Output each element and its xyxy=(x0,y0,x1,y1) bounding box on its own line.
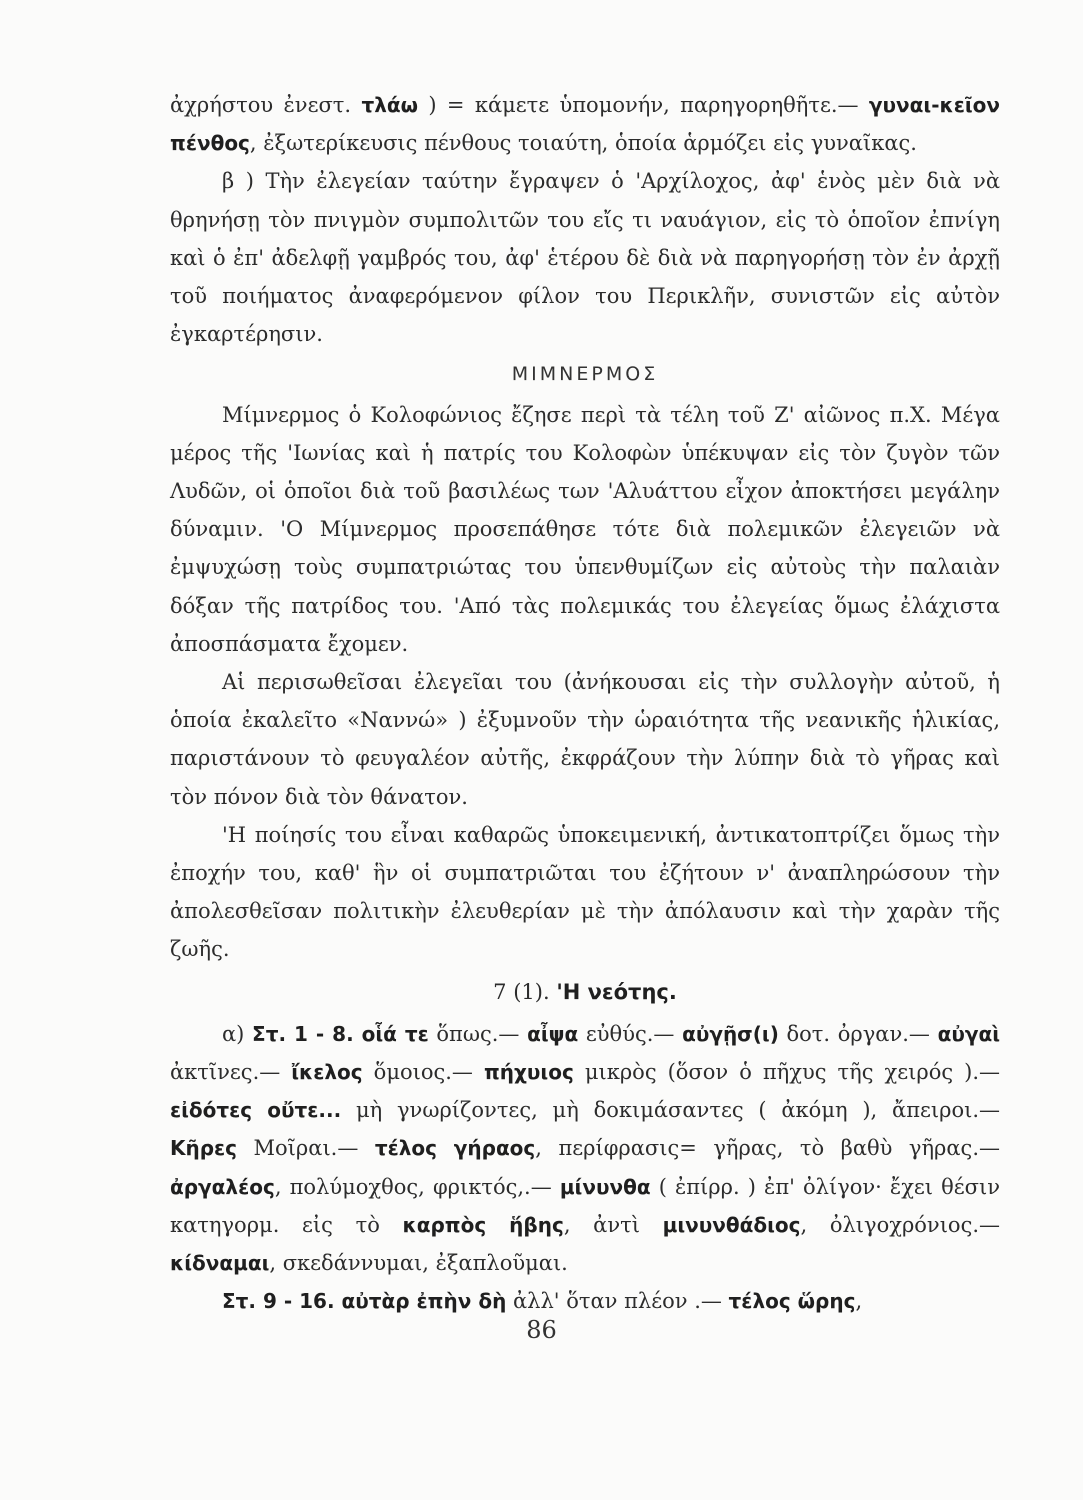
page-number: 86 xyxy=(526,1316,557,1344)
paragraph-verse-notes-1-8 xyxy=(170,1015,1000,1282)
text-run: , πολύμοχθος, φρικτός,.— xyxy=(274,1174,560,1199)
lemma: ἴκελος xyxy=(291,1060,363,1085)
text-run: ἀχρήστου ἐνεστ. xyxy=(170,93,362,117)
poem-number: 7 (1). xyxy=(493,979,557,1004)
lemma: Κῆρες xyxy=(170,1136,238,1161)
lemma-tlao: τλάω xyxy=(361,93,418,117)
text-run: ἀκτῖνες.— xyxy=(170,1060,292,1085)
text-run: , xyxy=(855,1289,863,1314)
paragraph-verse-notes-9-16 xyxy=(170,1282,1000,1320)
lemma: καρπὸς ἥβης xyxy=(402,1212,564,1237)
poem-title: 'Η νεότης. xyxy=(556,979,677,1004)
text-run: , ἐξωτερίκευσις πένθους τοιαύτη, ὁποία ἁρμόζει εἰς γυναῖκας. xyxy=(249,131,917,156)
text-run: ( ἐπίρρ. ) ἐπ' ὀλίγον· ἔχει θέσιν κατηγορμ. εἰς τὸ xyxy=(170,1174,1000,1237)
lemma: αὐγαὶ xyxy=(937,1021,1000,1046)
text-run: εὐθύς.— xyxy=(578,1021,683,1046)
lemma: μινυνθάδιος xyxy=(662,1212,801,1237)
paragraph-mimnermos-elegies: Αἱ περισωθεῖσαι ἐλεγεῖαι του (ἀνήκουσαι εἰς τὴν συλλογὴν αὐτοῦ, ἡ ὁποία ἐκαλεῖτο «Ναννώ» ) ἐξυμνοῦν τὴν ὡραιότητα τῆς νεανικῆς ἡλικίας, παριστάνουν τὸ φευγαλέον αὐτῆς, ἐκφράζουν τὴν λύπην διὰ τὸ γῆρας καὶ τὸν πόνον διὰ τὸν θάνατον. xyxy=(170,670,1000,809)
section-heading-mimnermos: ΜΙΜΝΕΡΜΟΣ xyxy=(511,363,659,386)
text-run: Μοῖραι.— xyxy=(237,1136,375,1161)
paragraph-mimnermos-poetry: 'Η ποίησίς του εἶναι καθαρῶς ὑποκειμενική, ἀντικατοπτρίζει ὅμως τὴν ἐποχήν του, καθ' ἣν οἱ συμπατριῶται του ἐζήτουν ν' ἀναπληρώσουν τὴν ἀπολεσθεῖσαν πολιτικὴν ἐλευθερίαν μὲ τὴν ἀπόλαυσιν καὶ τὴν χαρὰν τῆς ζωῆς. xyxy=(170,822,1000,962)
lemma: αἶψα xyxy=(527,1021,579,1046)
page-body xyxy=(170,86,1000,1321)
lemma: πήχυιος xyxy=(483,1060,574,1085)
text-run: , ὀλιγοχρόνιος.— xyxy=(800,1212,1001,1237)
lemma: Στ. 1 - 8. οἷά τε xyxy=(252,1021,429,1046)
paragraph-archilochus-elegy: β ) Τὴν ἐλεγείαν ταύτην ἔγραψεν ὁ 'Αρχίλοχος, ἀφ' ἑνὸς μὲν διὰ νὰ θρηνήσῃ τὸν πνιγμὸν συμπολιτῶν του εἴς τι ναυάγιον, εἰς τὸ ὁποῖον ἐπνίγη καὶ ὁ ἐπ' ἀδελφῇ γαμβρός του, ἀφ' ἑτέρου δὲ διὰ νὰ παρηγορήσῃ τὸν ἐν ἀρχῇ τοῦ ποιήματος ἀναφερόμενον φίλον του Περικλῆν, συνιστῶν εἰς αὐτὸν ἐγκαρτέρησιν. xyxy=(170,169,1000,347)
lemma: κίδναμαι xyxy=(170,1251,270,1276)
text-run: μὴ γνωρίζοντες, μὴ δοκιμάσαντες ( ἀκόμη ), ἄπειροι.— xyxy=(341,1098,1001,1123)
lemma: τέλος ὥρης xyxy=(728,1289,856,1314)
lemma-gynaikeion-penthos: γυναι-κεῖον πένθος xyxy=(170,93,1000,156)
text-run: α) xyxy=(222,1021,253,1046)
lemma: εἰδότες οὔτε... xyxy=(170,1098,342,1123)
lemma: μίνυνθα xyxy=(559,1174,651,1199)
poem-heading xyxy=(170,973,1000,1011)
lemma: ἀργαλέος xyxy=(170,1174,275,1199)
paragraph-mimnermos-bio: Μίμνερμος ὁ Κολοφώνιος ἔζησε περὶ τὰ τέλη τοῦ Ζ' αἰῶνος π.Χ. Μέγα μέρος τῆς 'Ιωνίας καὶ ἡ πατρίς του Κολοφὼν ὑπέκυψαν εἰς τὸν ζυγὸν τῶν Λυδῶν, οἱ ὁποῖοι διὰ τοῦ βασιλέως των 'Αλυάττου εἶχον ἀποκτήσει μεγάλην δύναμιν. 'Ο Μίμνερμος προσεπάθησε τότε διὰ πολεμικῶν ἐλεγειῶν νὰ ἐμψυχώσῃ τοὺς συμπατριώτας του ὑπενθυμίζων εἰς αὐτοὺς τὴν παλαιὰν δόξαν τῆς πατρίδος του. 'Από τὰς πολεμικάς του ἐλεγείας ὅμως ἐλάχιστα ἀποσπάσματα ἔχομεν. xyxy=(170,402,1000,656)
text-run: , ἀντὶ xyxy=(563,1212,663,1237)
lemma: Στ. 9 - 16. αὐτὰρ ἐπὴν δὴ xyxy=(222,1289,507,1314)
text-run: , περίφρασις= γῆρας, τὸ βαθὺ γῆρας.— xyxy=(535,1136,1000,1161)
text-run: μικρὸς (ὅσον ὁ πῆχυς τῆς χειρός ).— xyxy=(573,1060,1000,1085)
lemma: τέλος γήραος xyxy=(374,1136,536,1161)
text-run: ὅμοιος.— xyxy=(362,1060,484,1085)
text-run: ὅπως.— xyxy=(428,1021,528,1046)
text-run: ) = κάμετε ὑπομονήν, παρηγορηθῆτε.— xyxy=(417,93,869,117)
paragraph-archilochus-notes xyxy=(170,86,1000,162)
text-run: δοτ. ὀργαν.— xyxy=(778,1021,938,1046)
text-run: ἀλλ' ὅταν πλέον .— xyxy=(506,1289,729,1314)
text-run: , σκεδάννυμαι, ἐξαπλοῦμαι. xyxy=(269,1251,568,1276)
lemma: αὐγῇσ(ι) xyxy=(682,1021,779,1046)
